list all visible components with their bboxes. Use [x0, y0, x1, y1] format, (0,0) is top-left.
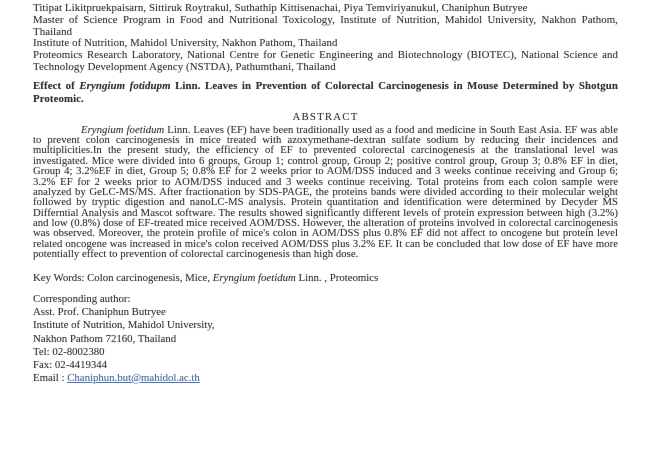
corresponding-author-city: Nakhon Pathom 72160, Thailand	[33, 332, 177, 345]
keywords-prefix: Key Words: Colon carcinogenesis, Mice,	[33, 272, 213, 285]
email-link[interactable]: Chaniphun.but@mahidol.ac.th	[67, 371, 200, 384]
keywords-species-italic: Eryngium foetidum	[212, 272, 296, 285]
keywords-line	[33, 272, 618, 284]
affiliation-line-2: Institute of Nutrition, Mahidol University, Nakhon Pathom, Thailand	[33, 37, 338, 50]
corresponding-author-block	[33, 293, 618, 385]
title-suffix: Linn. Leaves in Prevention of Colorectal Carcinogenesis in Mouse Determined by Shotgun Proteomic.	[33, 79, 618, 105]
authors-line: Titipat Likitpruekpaisarn, Sittiruk Roytrakul, Suthathip Kittisenachai, Piya Temviriyanukul, Chaniphun Butryee	[33, 2, 528, 14]
corresponding-author-heading: Corresponding author:	[33, 293, 131, 306]
authors-affiliations-block	[33, 3, 618, 74]
title-species-italic: Eryngium fotidupm	[79, 79, 171, 92]
corresponding-author-affiliation: Institute of Nutrition, Mahidol University,	[33, 319, 215, 332]
affiliation-line-3: Proteomics Research Laboratory, National Centre for Genetic Engineering and Biotechnology (BIOTEC), National Science and Technology Development Agency (NSTDA), Pathumthani, Thailand	[33, 49, 618, 73]
abstract-body-text: Linn. Leaves (EF) have been traditionally used as a food and medicine in South East Asia. EF was able to prevent colon carcinogenesis in mice treated with azoxymethane-dextran sulfate sodium by reducing their incidences and multiplicities.In the present study, the efficiency of EF to prevented colorectal carcinogenesis at the translational level was investigated. Mice were divided into 6 groups, Group 1; control group, Group 2; positive control group, Group 3; 0.8% EF in diet, Group 4; 3.2%EF in diet, Group 5; 0.8% EF for 2 weeks prior to AOM/DSS induced and 3 weeks continue receiving and Group 6; 3.2% EF for 2 weeks prior to AOM/DSS induced and 3 weeks continue receiving. Total proteins from each colon sample were analyzed by GeLC-MS/MS. After fractionation by SDS-PAGE, the proteins bands were divided according to their molecular weight followed by tryptic digestion and nanoLC-MS analysis. Protein quantitation and identification were determined by Decyder MS Differntial Analysis and Mascot software. The results showed significantly different levels of protein expression between high (3.2%) and low (0.8%) dose of EF-treated mice received AOM/DSS. However, the alteration of proteins involved in colorectal carcinogenesis was observed. Moreover, the protein profile of mice's colon in AOM/DSS plus 0.8% EF did not affect to oncogene but protein level related oncogene was increased in mice's colon received AOM/DSS plus 3.2% EF. It can be concluded that low dose of EF have more potentially effect to prevention of colorectal carcinogenesis than high dose.	[33, 123, 618, 260]
abstract-heading: ABSTRACT	[292, 110, 359, 123]
abstract-lead-italic: Eryngium foetidum	[81, 123, 165, 136]
fax-line: Fax: 02-4419344	[33, 358, 108, 371]
tel-line: Tel: 02-8002380	[33, 345, 105, 358]
abstract-paragraph	[33, 125, 618, 259]
affiliation-line-1: Master of Science Program in Food and Nutritional Toxicology, Institute of Nutrition, Mahidol University, Nakhon Pathom, Thailand	[33, 13, 618, 38]
keywords-suffix: Linn. , Proteomics	[295, 272, 379, 285]
paper-title	[33, 80, 618, 106]
corresponding-author-name: Asst. Prof. Chaniphun Butryee	[33, 306, 166, 319]
email-line	[33, 372, 618, 385]
title-prefix: Effect of	[33, 79, 80, 92]
email-label: Email :	[33, 371, 68, 384]
